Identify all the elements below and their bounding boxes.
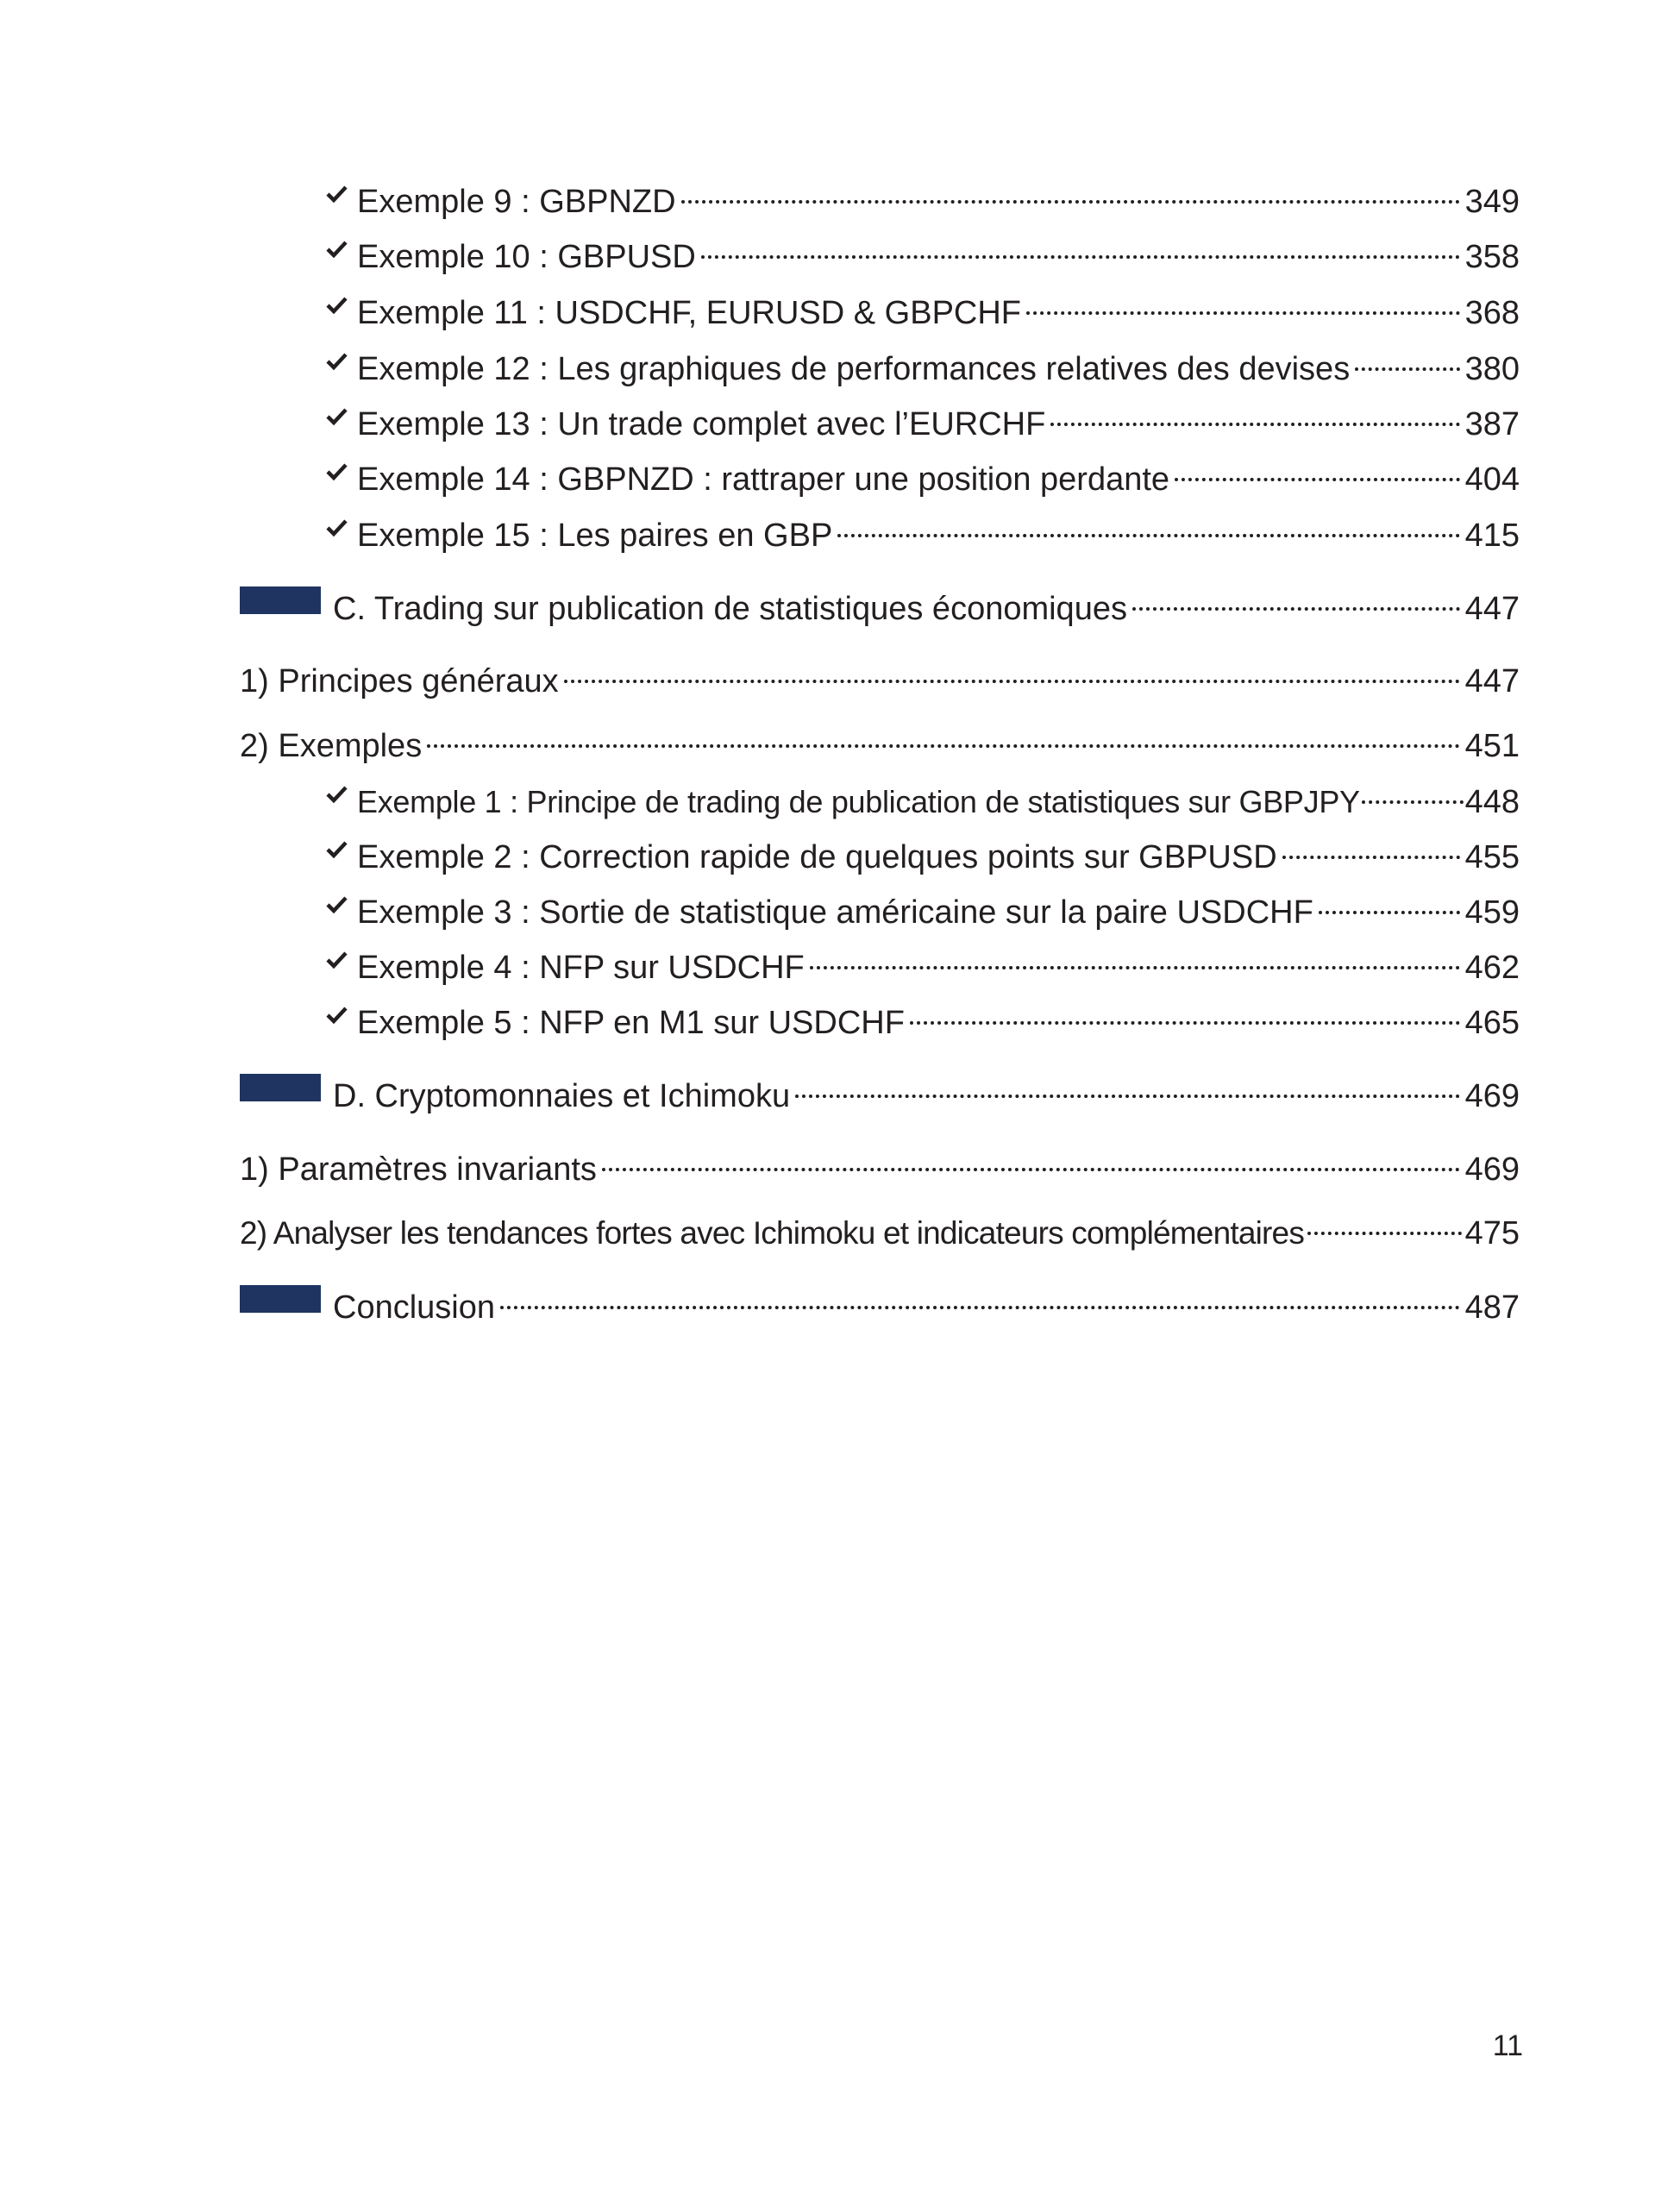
dot-leader [564,650,1460,692]
toc-entry-page: 455 [1464,839,1520,875]
checkmark-icon [326,226,352,267]
toc-entry-title: Exemple 13 : Un trade complet avec l’EURCHF [357,406,1046,442]
toc-entry-page: 462 [1464,950,1520,986]
toc-entry-page: 404 [1464,461,1520,498]
section-marker-c [240,586,321,614]
checkmark-icon [326,171,352,212]
checkmark-icon [326,881,352,923]
toc-entry-title: Exemple 1 : Principe de trading de publication de statistiques sur GBPJPY [357,784,1360,819]
toc-entry-title: Exemple 12 : Les graphiques de performances relatives des devises [357,351,1351,387]
dot-leader [1175,448,1460,490]
dot-leader [1132,578,1460,619]
toc-entry-title: Exemple 5 : NFP en M1 sur USDCHF [357,1005,905,1041]
dot-leader [681,171,1460,212]
toc-subsection-principes[interactable] [240,650,1520,699]
dot-leader [810,937,1460,978]
dot-leader [427,715,1459,756]
toc-entry-title: Exemple 2 : Correction rapide de quelques points sur GBPUSD [357,839,1277,875]
toc-entry-page: 415 [1464,518,1520,554]
toc-entry-exemple-11[interactable] [326,282,1520,331]
toc-entry-exemple-15[interactable] [326,505,1520,554]
dot-leader [1307,1202,1462,1244]
toc-section-page: 447 [1464,591,1520,627]
dot-leader [1026,282,1460,323]
toc-subsection-title: 2) Analyser les tendances fortes avec Ichimoku et indicateurs complémentaires [240,1215,1305,1251]
toc-entry-title: Exemple 3 : Sortie de statistique américaine sur la paire USDCHF [357,894,1313,931]
toc-entry-c-exemple-1[interactable] [326,771,1520,820]
toc-entry-title: Exemple 10 : GBPUSD [357,239,696,275]
toc-entry-title: Exemple 14 : GBPNZD : rattraper une position perdante [357,461,1170,498]
toc-entry-c-exemple-3[interactable] [326,881,1520,931]
toc-section-title: C. Trading sur publication de statistiques économiques [333,591,1127,627]
toc-entry-c-exemple-2[interactable] [326,826,1520,875]
toc-entry-exemple-12[interactable] [326,338,1520,387]
toc-section-title: D. Cryptomonnaies et Ichimoku [333,1078,791,1114]
dot-leader [795,1065,1459,1107]
dot-leader [1050,393,1459,435]
toc-subsection-exemples[interactable] [240,715,1520,764]
checkmark-icon [326,826,352,868]
toc-section-d[interactable] [333,1065,1520,1114]
toc-subsection-title: 1) Paramètres invariants [240,1151,597,1188]
toc-entry-page: 368 [1464,295,1520,331]
toc-entry-page: 358 [1464,239,1520,275]
toc-entry-page: 465 [1464,1005,1520,1041]
section-marker-d [240,1074,321,1101]
dot-leader [1362,771,1464,812]
toc-section-conclusion[interactable] [333,1276,1520,1326]
toc-subsection-title: 2) Exemples [240,728,423,764]
dot-leader [1355,338,1459,380]
checkmark-icon [326,448,352,490]
dot-leader [602,1138,1460,1180]
toc-entry-title: Exemple 9 : GBPNZD [357,184,676,220]
toc-subsection-parametres[interactable] [240,1138,1520,1188]
toc-entry-exemple-10[interactable] [326,226,1520,275]
dot-leader [1319,881,1460,923]
toc-entry-exemple-13[interactable] [326,393,1520,442]
toc-entry-title: Exemple 15 : Les paires en GBP [357,518,833,554]
toc-entry-page: 459 [1464,894,1520,931]
page-number: 11 [1492,2029,1523,2062]
toc-entry-page: 387 [1464,406,1520,442]
toc-subsection-page: 475 [1464,1215,1520,1251]
dot-leader [1282,826,1460,868]
toc-subsection-page: 447 [1464,663,1520,699]
checkmark-icon [326,393,352,435]
toc-subsection-title: 1) Principes généraux [240,663,559,699]
toc-entry-c-exemple-5[interactable] [326,992,1520,1041]
toc-section-title: Conclusion [333,1289,495,1326]
toc-subsection-page: 469 [1464,1151,1520,1188]
toc-subsection-tendances[interactable] [240,1202,1520,1251]
toc-entry-exemple-14[interactable] [326,448,1520,498]
toc-section-page: 487 [1464,1289,1520,1326]
checkmark-icon [326,992,352,1033]
dot-leader [910,992,1460,1033]
dot-leader [500,1276,1460,1318]
checkmark-icon [326,771,352,812]
toc-entry-page: 380 [1464,351,1520,387]
toc-entry-c-exemple-4[interactable] [326,937,1520,986]
toc-entry-page: 448 [1464,784,1520,820]
checkmark-icon [326,338,352,380]
toc-subsection-page: 451 [1464,728,1520,764]
toc-entry-exemple-9[interactable] [326,171,1520,220]
section-marker-conclusion [240,1285,321,1313]
toc-section-page: 469 [1464,1078,1520,1114]
toc-entry-title: Exemple 11 : USDCHF, EURUSD & GBPCHF [357,295,1022,331]
dot-leader [701,226,1460,267]
dot-leader [837,505,1459,546]
checkmark-icon [326,937,352,978]
checkmark-icon [326,282,352,323]
toc-entry-title: Exemple 4 : NFP sur USDCHF [357,950,805,986]
toc-entry-page: 349 [1464,184,1520,220]
toc-section-c[interactable] [333,578,1520,627]
checkmark-icon [326,505,352,546]
